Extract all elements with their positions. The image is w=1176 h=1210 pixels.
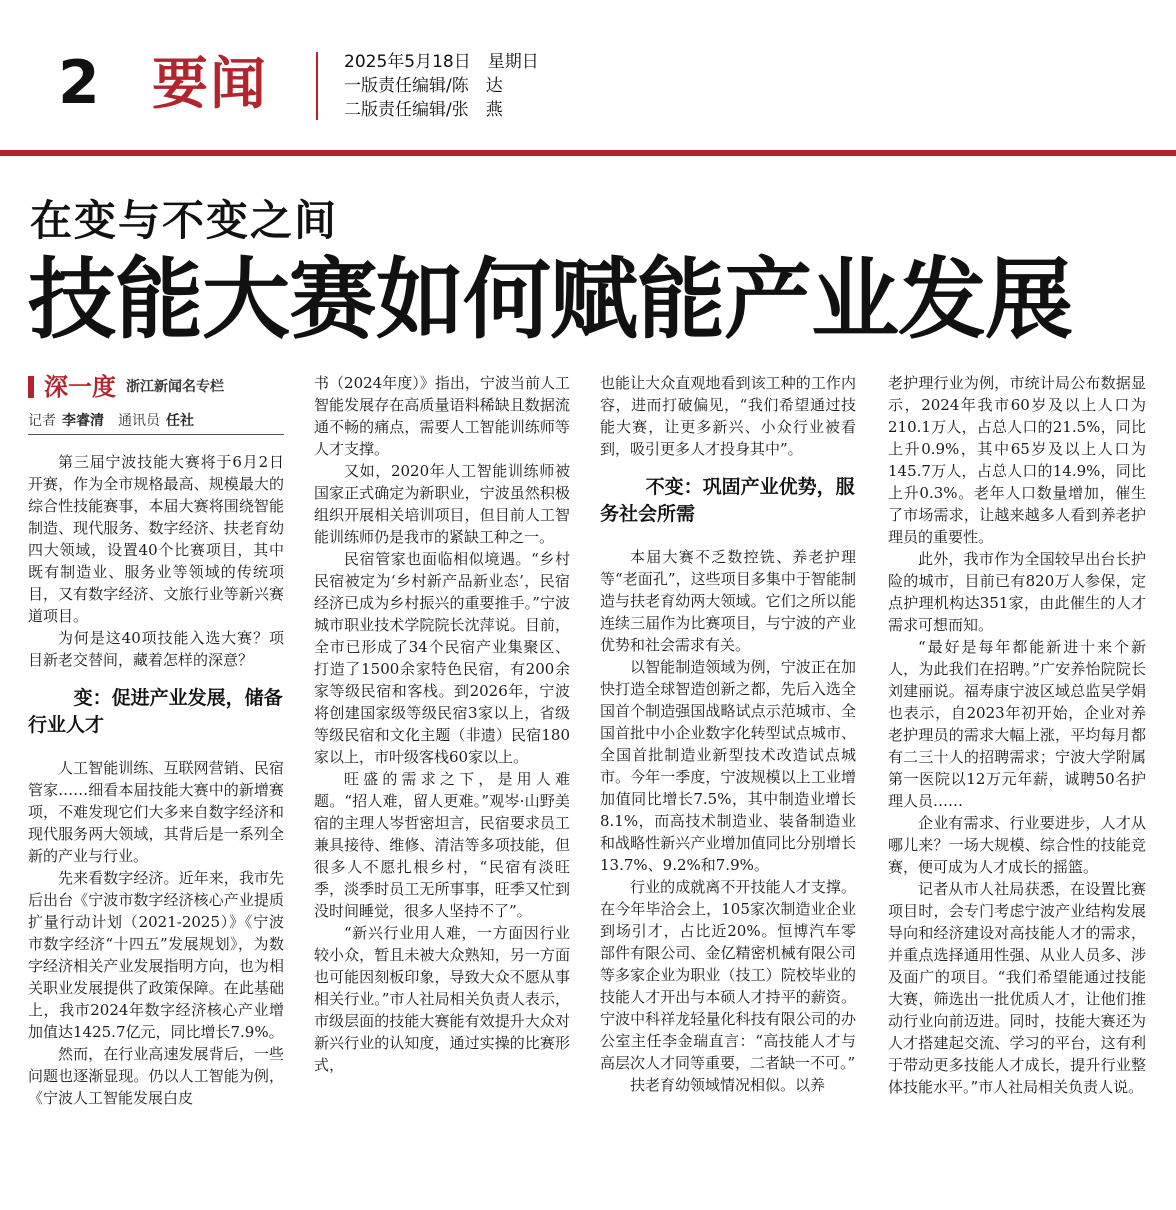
- paragraph: 然而，在行业高速发展背后，一些问题也逐渐显现。仍以人工智能为例，《宁波人工智能发展白皮: [28, 1045, 284, 1107]
- paragraph: 以智能制造领域为例，宁波正在加快打造全球智造创新之都，先后入选全国首个制造强国战略试点示范城市、全国首批中小企业数字化转型试点城市、全国首批制造业新型技术改造试点城市。今年一季度，宁波规模以上工业增加值同比增长7.5%，其中制造业增长8.1%，而高技术制造业、装备制造业和战略性新兴产业增加值同比分别增长13.7%、9.2%和7.9%。: [600, 658, 856, 874]
- tag-marker: [28, 376, 34, 398]
- paragraph: 企业有需求、行业要进步，人才从哪儿来？一场大规模、综合性的技能竞赛，便可成为人才成长的摇篮。: [888, 814, 1146, 876]
- column-tag: [28, 372, 284, 402]
- paragraph: 先来看数字经济。近年来，我市先后出台《宁波市数字经济核心产业提质扩量行动计划（2021-2025）》《宁波市数字经济“十四五”发展规划》，为数字经济相关产业发展指明方向，也为相关职业发展提供了政策保障。在此基础上，我市2024年数字经济核心产业增加值达1425.7亿元，同比增长7.9%。: [28, 869, 284, 1041]
- correspondent-label: 通讯员: [118, 413, 160, 429]
- subhead-change: 变：促进产业发展，储备行业人才: [28, 687, 283, 736]
- paragraph: 老护理行业为例，市统计局公布数据显示，2024年我市60岁及以上人口为210.1万人，占总人口的21.5%，同比上升0.9%，其中65岁及以上人口为145.7万人，占总人口的14.9%，同比上升0.3%。老年人口数量增加，催生了市场需求，让越来越多人看到养老护理员的重要性。: [888, 374, 1146, 546]
- page-number: 2: [58, 48, 100, 118]
- editor-page2: 二版责任编辑/张 燕: [344, 100, 503, 120]
- paragraph: 人工智能训练、互联网营销、民宿管家……细看本届技能大赛中的新增赛项，不难发现它们大多来自数字经济和现代服务两大领域，其背后是一系列全新的产业与行业。: [28, 759, 284, 865]
- article-column-1: [28, 372, 284, 1109]
- column-tag-subtitle: 浙江新闻名专栏: [126, 379, 224, 395]
- paragraph: “新兴行业用人难，一方面因行业较小众，暂且未被大众熟知，另一方面也可能因刻板印象，导致大众不愿从事相关行业。”市人社局相关负责人表示，市级层面的技能大赛能有效提升大众对新兴行业的认知度，通过实操的比赛形式，: [314, 924, 570, 1074]
- issue-date: 2025年5月18日 星期日: [344, 52, 539, 72]
- paragraph: 为何是这40项技能入选大赛？项目新老交替间，藏着怎样的深意？: [28, 629, 284, 669]
- header-info: [344, 50, 539, 122]
- byline: [28, 410, 284, 435]
- paragraph: 扶老育幼领域情况相似。以养: [630, 1076, 826, 1094]
- reporter-label: 记者: [28, 413, 56, 429]
- header-rule: [0, 150, 1176, 156]
- paragraph: 行业的成就离不开技能人才支撑。在今年毕洽会上，105家次制造业企业到场引才，占比近20%。恒博汽车零部件有限公司、金亿精密机械有限公司等多家企业为职业（技工）院校毕业的技能人才开出与本硕人才持平的薪资。宁波中科祥龙轻量化科技有限公司的办公室主任李金瑞直言：“高技能人才与高层次人才同等重要，二者缺一不可。”: [600, 878, 856, 1072]
- paragraph: 本届大赛不乏数控铣、养老护理等“老面孔”，这些项目多集中于智能制造与扶老育幼两大领域。它们之所以能连续三届作为比赛项目，与宁波的产业优势和社会需求有关。: [600, 548, 856, 654]
- main-headline: 技能大赛如何赋能产业发展: [28, 248, 1073, 351]
- section-title: 要闻: [152, 52, 268, 117]
- editor-page1: 一版责任编辑/陈 达: [344, 76, 503, 96]
- sub-headline: 在变与不变之间: [30, 196, 339, 245]
- reporter-name: 李睿清: [62, 413, 104, 429]
- correspondent-name: 任社: [166, 413, 194, 429]
- paragraph: 记者从市人社局获悉，在设置比赛项目时，会专门考虑宁波产业结构发展导向和经济建设对高技能人才的需求，并重点选择通用性强、从业人员多、涉及面广的项目。“我们希望能通过技能大赛，筛选出一批优质人才，让他们推动行业向前迈进。同时，技能大赛还为人才搭建起交流、学习的平台，这有利于带动更多技能人才成长，提升行业整体技能水平。”市人社局相关负责人说。: [888, 880, 1146, 1096]
- paragraph: 又如，2020年人工智能训练师被国家正式确定为新职业，宁波虽然积极组织开展相关培训项目，但目前人工智能训练师仍是我市的紧缺工种之一。: [314, 462, 570, 546]
- header-divider: [316, 52, 318, 120]
- paragraph: 民宿管家也面临相似境遇。“乡村民宿被定为‘乡村新产品新业态’，民宿经济已成为乡村振兴的重要推手。”宁波城市职业技术学院院长沈萍说。目前，全市已形成了34个民宿产业集聚区、打造了1500余家特色民宿，有200余家等级民宿和客栈。到2026年，宁波将创建国家级等级民宿3家以上，省级等级民宿和文化主题（非遗）民宿180家以上，市叶级客栈60家以上。: [314, 550, 570, 766]
- paragraph: 旺盛的需求之下，是用人难题。“招人难，留人更难。”观岑·山野美宿的主理人岑哲密坦言，民宿要求员工兼具接待、维修、清洁等多项技能，但很多人不愿扎根乡村，“民宿有淡旺季，淡季时员工无所事事，旺季又忙到没时间睡觉，很多人坚持不了”。: [314, 770, 570, 920]
- paragraph: 也能让大众直观地看到该工种的工作内容，进而打破偏见，“我们希望通过技能大赛，让更多新兴、小众行业被看到，吸引更多人才投身其中”。: [600, 374, 856, 458]
- paragraph: 书（2024年度）》指出，宁波当前人工智能发展存在高质量语料稀缺且数据流通不畅的痛点，需要人工智能训练师等人才支撑。: [314, 374, 570, 458]
- paragraph: 第三届宁波技能大赛将于6月2日开赛，作为全市规格最高、规模最大的综合性技能赛事，本届大赛将围绕智能制造、现代服务、数字经济、扶老育幼四大领域，设置40个比赛项目，其中既有制造业、服务业等领域的传统项目，又有数字经济、文旅行业等新兴赛道项目。: [28, 453, 284, 625]
- article-column-3: [600, 372, 856, 1096]
- paragraph: “最好是每年都能新进十来个新人，为此我们在招聘。”广安养怡院院长刘建丽说。福寿康宁波区域总监吴学娟也表示，自2023年初开始，企业对养老护理员的需求大幅上涨，平均每月都有二三十人的招聘需求；宁波大学附属第一医院以12万元年薪，诚聘50名护理人员……: [888, 638, 1146, 810]
- column-tag-name: 深一度: [44, 373, 116, 401]
- article-column-4: [888, 372, 1146, 1098]
- subhead-unchanged: 不变：巩固产业优势，服务社会所需: [600, 476, 855, 525]
- article-column-2: [314, 372, 570, 1076]
- paragraph: 此外，我市作为全国较早出台长护险的城市，目前已有820万人参保，定点护理机构达351家，由此催生的人才需求可想而知。: [888, 550, 1146, 634]
